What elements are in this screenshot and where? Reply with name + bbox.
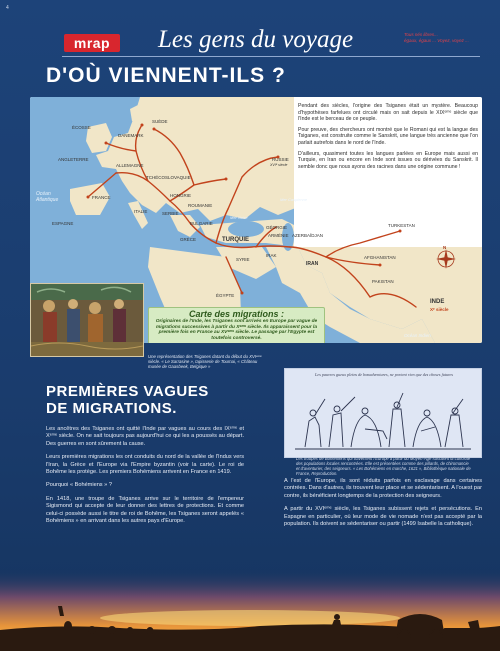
map-label-mer-noire: Mer Noire — [230, 215, 248, 220]
map-label-russie-century: XVIᵉ siècle — [270, 163, 288, 167]
map-label-italie: ITALIE — [134, 209, 148, 214]
compass-north-label: N — [443, 245, 447, 250]
map-label-tchecoslovaquie: TCHÉCOSLOVAQUIE — [146, 175, 191, 180]
engraving-drawing — [285, 369, 481, 457]
tapestry-image — [30, 283, 144, 357]
map-paragraph: D'ailleurs, quasiment toutes les langues parlées en Europe mais aussi en Turquie, en Iran ou encore en Inde sont issues ou dérivées du Sanskrit. Il semble donc que nous ayons des racines dans une origine commune ! — [298, 150, 478, 170]
map-label-bulgarie: BULGARIE — [190, 221, 213, 226]
engraving-image — [284, 368, 482, 458]
tagline-line: Tous nés libres... — [404, 32, 438, 37]
map-label-danemark: DANEMARK — [118, 133, 144, 138]
map-caption-box — [148, 307, 325, 343]
map-paragraph: Pour preuve, des chercheurs ont montré que le Romani qui est la langue des Tsiganes, est construite comme le Sanskrit, une langue très ancienne que l'on parlait autrefois dans le nord de l'Inde. — [298, 126, 478, 146]
tagline — [404, 32, 474, 44]
left-column — [46, 426, 244, 531]
map-caption-title: Carte des migrations : — [188, 309, 285, 319]
right-paragraph: A partir du XVIᵉᵐᵉ siècle, les Tsiganes subissent rejets et persécutions. En Espagne en particulier, où leur mode de vie nomade n'est pas accepté par la population. Ils doivent se sédentariser ou partir (1499 Isabelle la catholique). — [284, 506, 482, 528]
map-label-grece: GRÈCE — [180, 237, 197, 242]
map-label-inde-century: Xᵉ siècle — [430, 307, 449, 312]
map-text — [298, 103, 478, 174]
map-label-iran: IRAN — [306, 261, 319, 267]
header-rule — [62, 56, 480, 57]
map-label-turkestan: TURKESTAN — [388, 223, 415, 228]
map-paragraph: Pendant des siècles, l'origine des Tsiganes était un mystère. Beaucoup d'hypothèses farfelues ont circulé mais on sait depuis le XIXᵉᵐᵉ siècle que l'Inde est le berceau de ce peuple. — [298, 103, 478, 123]
map-label-armenie: ARMÉNIE — [268, 233, 289, 238]
left-paragraph: En 1418, une troupe de Tsiganes arrive sur le territoire de l'empereur Sigismond qui accepte de leur donner des lettres de protections. Et comme celui-ci possède aussi le titre de roi de Bohême, les Tsiganes seront appelés « Bohémiens » en arrivant dans les autres pays d'Europe. — [46, 495, 244, 525]
map-label-hongrie: HONGRIE — [170, 193, 192, 198]
map-label-egypte: ÉGYPTE — [216, 293, 235, 298]
left-paragraph: Leurs premières migrations les ont conduits du nord de la vallée de l'Indus vers l'Iran, la Grèce et l'Europe via l'Empire byzantin (voir la carte). Le roi de Bohême les protège. Les premiers Bohémiens arrivent en France en 1419. — [46, 454, 244, 476]
map-label-turquie: TURQUIE — [222, 237, 249, 243]
map-label-ecosse: ÉCOSSE — [72, 125, 91, 130]
map-label-russie: RUSSIE — [272, 157, 289, 162]
map-label-ocean-indien: Océan Indien — [404, 333, 431, 338]
series-title: Les gens du voyage — [158, 26, 354, 53]
map-label-france: FRANCE — [92, 195, 111, 200]
map-label-suede: SUÈDE — [152, 119, 168, 124]
tagline-line: égaux, égaux ... Voyez, voyez ... — [404, 38, 469, 43]
page-number: 4 — [6, 5, 9, 11]
bottom-bar — [0, 638, 500, 651]
map-label-inde: INDE — [430, 299, 445, 305]
section-title-line: PREMIÈRES VAGUES — [46, 383, 209, 400]
main-title: D'OÙ VIENNENT-ILS ? — [46, 64, 286, 87]
tapestry-caption: Une représentation des Tsiganes datant du début du XVIᵉᵐᵉ siècle. « Le Sarrasine », tapisserie de Tournai, « Château musée de Gaasbeek, Belgique » — [148, 354, 262, 370]
map-caption-body: Originaires de l'Inde, les Tsiganes sont arrivés en Europe par vague de migrations successives à partir du Xᵉᵐᵉ siècle. Ils apparaissent pour la première fois en France au XVᵉᵐᵉ siècle. Le passage par l'Egypte est toutefois controversé. — [155, 319, 318, 341]
right-column — [284, 478, 482, 534]
map-label-mer-caspienne: Mer Caspienne — [280, 197, 308, 202]
engraving-inscription: Les pauvres gueux pleins de bonadventures, ne portent rien que des choses futures — [315, 372, 454, 377]
map-label-serbie: SERBIE — [162, 211, 179, 216]
map-label-espagne: ESPAGNE — [52, 221, 74, 226]
map-label-georgie: GÉORGIE — [266, 225, 288, 230]
map-label-azerbaidjan: AZERBAÏDJAN — [292, 233, 324, 238]
engraving-caption: Les troupes de Bohémiens qui traversent l'Europe à partir du Moyen-Âge suscitent la curiosité des populations locales rencontrées. Elle est présentées comme des pillards, de chiromancie et d'aventurier, des seigneurs. « Les Bohémiens en marche, 1621 », Bibliothèque nationale de France, Reproduction. — [296, 456, 471, 476]
mrap-logo: mrap — [64, 34, 120, 52]
left-paragraph: Pourquoi « Bohémiens » ? — [46, 482, 112, 489]
map-label-irak: IRAK — [266, 253, 277, 258]
section-title-line: DE MIGRATIONS. — [46, 400, 177, 417]
map-label-pakistan: PAKISTAN — [372, 279, 394, 284]
map-label-allemagne: ALLEMAGNE — [116, 163, 144, 168]
map-label-afghanistan: AFGHANISTAN — [364, 255, 396, 260]
map-label-angleterre: ANGLETERRE — [58, 157, 89, 162]
map-label-syrie: SYRIE — [236, 257, 250, 262]
section-title — [46, 383, 209, 417]
right-paragraph: A l'est de l'Europe, ils sont réduits parfois en esclavage dans certaines contrées. Dans d'autres, ils trouvent leur place et se sédentarisent. A l'ouest par contre, ils bénéficient longtemps de la protection des seigneurs. — [284, 478, 482, 499]
map-label-roumanie: ROUMANIE — [188, 203, 213, 208]
map-label-ocean-atlantique: Océan Atlantique — [36, 191, 59, 203]
left-paragraph: Les ancêtres des Tsiganes ont quitté l'Inde par vagues au cours des IXᵉᵐᵉ et Xᵉᵐᵉ siècle. On ne sait toujours pas aujourd'hui ce qui les a poussés au départ. Des guerres en sont sûrement la cause. — [46, 426, 244, 447]
